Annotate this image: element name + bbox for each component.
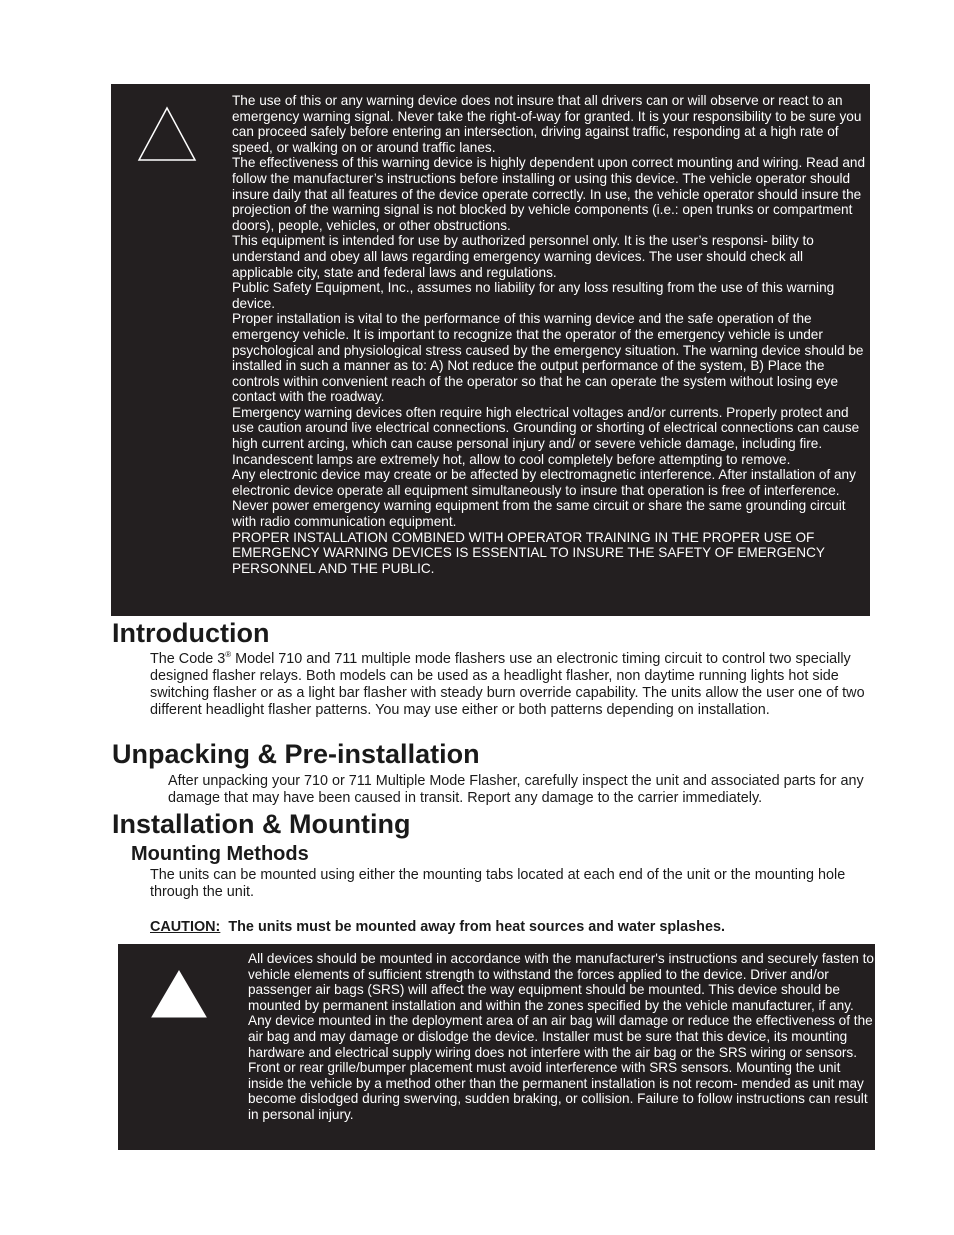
introduction-heading: Introduction: [112, 618, 270, 648]
caution-note: [150, 919, 866, 936]
warning-paragraph: The effectiveness of this warning device is highly dependent upon correct mounting and wiring. Read and follow the manufacturer’s instructions before installing or using this device. The vehicle operator should insure daily that all features of the device operate correctly. In use, the vehicle operator should insure the projection of the warning signal is not blocked by vehicle components (i.e.: open trunks or compartment doors), people, vehicles, or other obstructions.: [232, 155, 865, 233]
warning-box-bottom: [118, 944, 875, 1150]
warning-paragraph: PROPER INSTALLATION COMBINED WITH OPERATOR TRAINING IN THE PROPER USE OF EMERGENCY WARNING DEVICES IS ESSENTIAL TO INSURE THE SAFETY OF EMERGENCY PERSONNEL AND THE PUBLIC.: [232, 529, 825, 576]
warning-box-top: [111, 84, 870, 616]
warning-paragraph: This equipment is intended for use by authorized personnel only. It is the user’s responsi- bility to understand and obey all laws regarding emergency warning devices. The user should check all applicable city, state and federal laws and regulations.: [232, 233, 814, 280]
warning-triangle-icon: [137, 106, 197, 162]
introduction-text-rest: Model 710 and 711 multiple mode flashers use an electronic timing circuit to control two specially designed flasher relays. Both models can be used as a headlight flasher, non daytime running lights hot side switching flasher or as a light bar flasher with steady burn override capability. The units allow the user one of two different headlight flasher patterns. You may use either or both patterns depending on installation.: [150, 651, 865, 718]
introduction-text-start: The Code 3: [150, 651, 226, 667]
installation-heading: Installation & Mounting: [112, 809, 411, 839]
warning-paragraph: Any electronic device may create or be affected by electromagnetic interference. After installation of any electronic device operate all equipment simultaneously to insure that operation is free of interference. Never power emergency warning equipment from the same circuit or share the same grounding circuit with radio communication equipment.: [232, 467, 856, 530]
warning-triangle-icon: [150, 969, 208, 1019]
introduction-text: [150, 651, 866, 719]
mounting-methods-subheading: Mounting Methods: [131, 843, 309, 865]
warning-paragraph: Public Safety Equipment, Inc., assumes no liability for any loss resulting from the use of this warning device.: [232, 280, 835, 311]
caution-text: The units must be mounted away from heat sources and water splashes.: [220, 919, 725, 935]
mounting-methods-text: The units can be mounted using either the mounting tabs located at each end of the unit or the mounting hole through the unit.: [150, 867, 846, 900]
warning-paragraph: Proper installation is vital to the performance of this warning device and the safe operation of the emergency vehicle. It is important to recognize that the operator of the emergency vehicle is under psychological and physiological stress caused by the emergency situation. The warning device should be installed in such a manner as to: A) Not reduce the output performance of the system, B) Place the controls within convenient reach of the operator so that he can operate the system without losing eye contact with the roadway.: [232, 311, 864, 405]
warning-text-bottom: [248, 951, 876, 1123]
caution-label: CAUTION:: [150, 919, 221, 935]
warning-paragraph: The use of this or any warning device does not insure that all drivers can or will observe or react to an emergency warning signal. Never take the right-of-way for granted. It is your responsibility to be sure you can proceed safely before entering an intersection, driving against traffic, responding at a high rate of speed, or walking on or around traffic lanes.: [232, 93, 862, 155]
warning-text-top: [232, 93, 866, 576]
warning-paragraph: Emergency warning devices often require high electrical voltages and/or currents. Properly protect and use caution around live electrical connections. Grounding or shorting of electrical connections can cause high current arcing, which can cause personal injury and/ or severe vehicle damage, including fire. Incandescent lamps are extremely hot, allow to cool completely before attempting to remove.: [232, 404, 860, 467]
unpacking-heading: Unpacking & Pre-installation: [112, 739, 480, 769]
registered-mark: ®: [225, 650, 232, 660]
unpacking-text: After unpacking your 710 or 711 Multiple Mode Flasher, carefully inspect the unit and associated parts for any damage that may have been caused in transit. Report any damage to the carrier immediately.: [168, 773, 864, 806]
warning-paragraph: All devices should be mounted in accordance with the manufacturer's instructions and securely fasten to vehicle elements of sufficient strength to withstand the forces applied to the device. Driver and/or passenger air bags (SRS) will affect the way equipment should be mounted. This device should be mounted by permanent installation and within the zones specified by the vehicle manufacturer, if any. Any device mounted in the deployment area of an air bag will damage or reduce the effectiveness of the air bag and may damage or dislodge the device. Installer must be sure that this device, its mounting hardware and electrical supply wiring does not interfere with the air bag or the SRS wiring or sensors. Front or rear grille/bumper placement must avoid interference with SRS sensors. Mounting the unit inside the vehicle by a method other than the permanent installation is not recom- mended as unit may become dislodged during swerving, sudden braking, or collision. Failure to follow instructions can result in personal injury.: [248, 951, 874, 1122]
